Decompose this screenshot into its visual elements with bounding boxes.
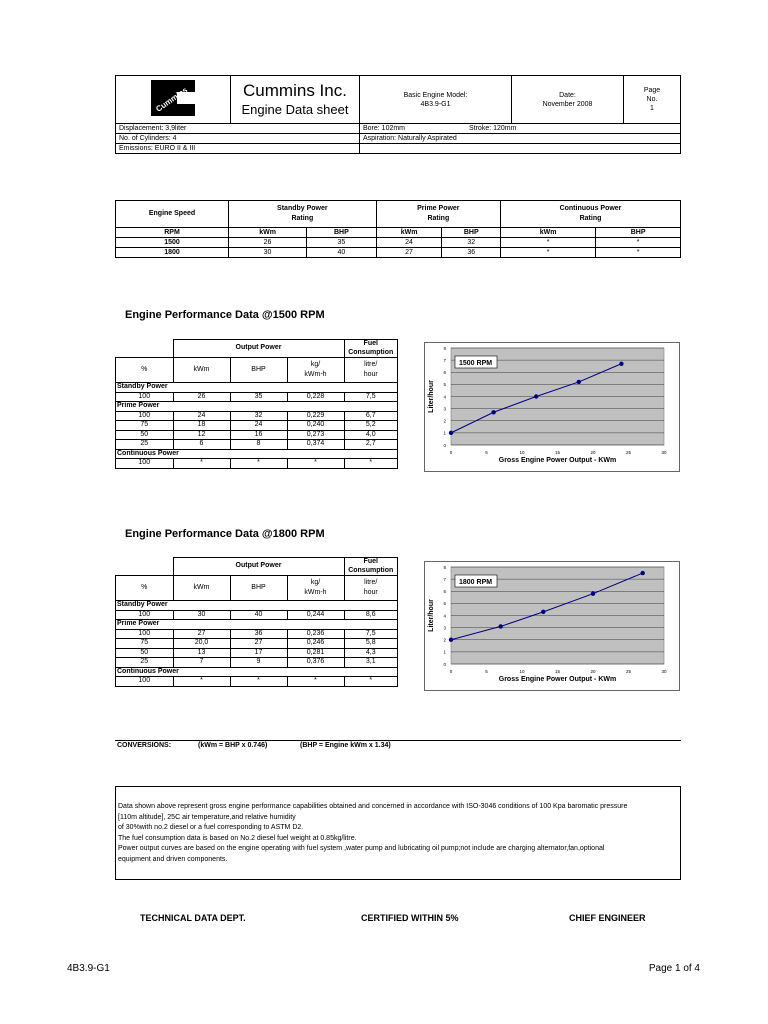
x-tick-label: 25: [625, 450, 632, 455]
table-row: [116, 459, 398, 469]
x-tick-label: 15: [554, 450, 561, 455]
table-row: [116, 610, 398, 620]
standby-bhp-cell: 40: [307, 248, 377, 258]
aspiration: Aspiration: Naturally Aspirated: [360, 134, 681, 144]
date-label: Date:: [559, 91, 576, 99]
bhp-cell: 16: [230, 430, 287, 440]
prime-header-label: Prime Power: [417, 205, 460, 212]
pct-cell: 100: [116, 677, 174, 687]
litre-cell: 6,7: [344, 411, 398, 421]
kg-cell: 0,244: [287, 610, 344, 620]
blank-cell: [116, 558, 174, 576]
standby-kwm-cell: 30: [229, 248, 307, 258]
x-tick-label: 5: [485, 669, 488, 674]
kg-cell: 0,273: [287, 430, 344, 440]
pct-cell: 25: [116, 440, 174, 450]
rpm-cell: 1500: [116, 238, 229, 248]
x-axis-label: Gross Engine Power Output - KWm: [498, 457, 617, 464]
kg-cell: *: [287, 459, 344, 469]
continuous-kwm-cell: *: [501, 238, 596, 248]
table-row: [116, 648, 398, 658]
note-line: Power output curves are based on the engine operating with fuel system ,water pump and lubricating oil pump;not include are charging alternator,fan,optional: [118, 845, 605, 852]
table-row: [116, 677, 398, 687]
y-tick-label: 5: [443, 601, 446, 607]
kwm-cell: 18: [173, 421, 230, 431]
litre-cell: 4,3: [344, 648, 398, 658]
pct-cell: 100: [116, 392, 174, 402]
litre-header: [344, 576, 398, 601]
cylinders: No. of Cylinders: 4: [116, 134, 360, 144]
kwm-cell: 6: [173, 440, 230, 450]
pct-cell: 50: [116, 430, 174, 440]
litre-cell: 2,7: [344, 440, 398, 450]
date-cell: [512, 76, 624, 124]
engine-speed-header: Engine Speed: [116, 201, 229, 228]
litre-cell: *: [344, 677, 398, 687]
footer-model: 4B3.9-G1: [67, 963, 110, 974]
page-value: 1: [650, 105, 654, 112]
output-power-header: Output Power: [173, 340, 344, 358]
company-cell: [231, 76, 360, 124]
kg-cell: 0,374: [287, 440, 344, 450]
x-tick-label: 10: [519, 450, 525, 455]
section-title-1500: Engine Performance Data @1500 RPM: [125, 309, 325, 321]
empty-cell: [360, 144, 681, 154]
continuous-bhp-cell: *: [596, 248, 681, 258]
header-table: [115, 75, 681, 154]
table-row: [116, 238, 681, 248]
continuous-bhp-cell: *: [596, 238, 681, 248]
litre-cell: 5,8: [344, 639, 398, 649]
continuous-rating-word: Rating: [579, 215, 602, 222]
litre-header-line2: hour: [363, 371, 378, 378]
kg-cell: 0,376: [287, 658, 344, 668]
bhp-cell: 32: [230, 411, 287, 421]
y-tick-label: 1: [443, 649, 446, 655]
continuous-kwm-cell: *: [501, 248, 596, 258]
fuel-consumption-header: Fuel Consumption: [344, 558, 398, 576]
litre-cell: 3,1: [344, 658, 398, 668]
litre-cell: 7,5: [344, 392, 398, 402]
x-tick-label: 20: [590, 450, 596, 455]
bhp-cell: 35: [230, 392, 287, 402]
bhp-cell: *: [230, 677, 287, 687]
kwm-cell: 30: [173, 610, 230, 620]
page-label: Page: [643, 87, 661, 94]
continuous-header: [501, 201, 681, 228]
bhp-cell: 24: [230, 421, 287, 431]
litre-cell: *: [344, 459, 398, 469]
rpm-subheader: RPM: [116, 228, 229, 238]
standby-bhp-cell: 35: [307, 238, 377, 248]
logo-cell: [116, 76, 231, 124]
x-tick-label: 20: [590, 669, 596, 674]
y-tick-label: 6: [443, 589, 446, 595]
chart-1800: [424, 561, 680, 691]
standby-section-label: Standby Power: [116, 601, 398, 611]
table-row: [116, 430, 398, 440]
kwm-cell: *: [173, 677, 230, 687]
chart-1500: [424, 342, 680, 472]
table-row: [116, 639, 398, 649]
conversion-b: (BHP = Engine kWm x 1.34): [300, 742, 391, 749]
kwm-cell: 24: [173, 411, 230, 421]
data-point: [449, 638, 453, 642]
pct-cell: 100: [116, 459, 174, 469]
section-title-1800: Engine Performance Data @1800 RPM: [125, 528, 325, 540]
kwm-cell: *: [173, 459, 230, 469]
standby-section-label: Standby Power: [116, 383, 398, 393]
standby-bhp-subheader: BHP: [307, 228, 377, 238]
bhp-cell: 40: [230, 610, 287, 620]
divider: [115, 740, 681, 741]
kwm-cell: 20,0: [173, 639, 230, 649]
table-row: [116, 629, 398, 639]
litre-header-line1: litre/: [364, 361, 378, 368]
y-tick-label: 2: [443, 418, 446, 424]
data-point: [449, 431, 453, 435]
page-cell: [624, 76, 681, 124]
litre-cell: 7,5: [344, 629, 398, 639]
kg-header: [287, 358, 344, 383]
continuous-kwm-subheader: kWm: [501, 228, 596, 238]
bhp-cell: 36: [230, 629, 287, 639]
kg-cell: 0,229: [287, 411, 344, 421]
data-point: [641, 571, 645, 575]
bhp-header: BHP: [230, 358, 287, 383]
data-point: [541, 610, 545, 614]
kg-header-line1: kg/: [310, 579, 321, 586]
note-line: The fuel consumption data is based on No.2 diesel fuel weight at 0.85kg/litre.: [118, 834, 357, 842]
output-power-header: Output Power: [173, 558, 344, 576]
model-value: 4B3.9-G1: [420, 100, 451, 108]
prime-kwm-subheader: kWm: [376, 228, 442, 238]
y-tick-label: 7: [443, 357, 446, 363]
kwm-cell: 27: [173, 629, 230, 639]
bhp-cell: 27: [230, 639, 287, 649]
litre-header-line1: litre/: [364, 579, 378, 586]
sig-technical: TECHNICAL DATA DEPT.: [140, 913, 246, 923]
bore: Bore: 102mm: [363, 125, 406, 132]
table-row: [116, 248, 681, 258]
kwm-cell: 7: [173, 658, 230, 668]
y-axis-label: Liter/hour: [428, 599, 435, 632]
continuous-section-label: Continuous Power: [116, 667, 398, 677]
footer-page: Page 1 of 4: [648, 963, 700, 974]
y-tick-label: 5: [443, 382, 446, 388]
y-tick-label: 8: [443, 345, 446, 351]
pct-cell: 25: [116, 658, 174, 668]
y-tick-label: 6: [443, 370, 446, 376]
pct-header: %: [116, 358, 174, 383]
cummins-logo: [143, 76, 203, 120]
kg-cell: 0,281: [287, 648, 344, 658]
kg-header-line2: kWm-h: [304, 589, 327, 596]
displacement: Displacement: 3,9liter: [116, 124, 360, 134]
rpm-cell: 1800: [116, 248, 229, 258]
note-line: [110m altitude], 25C air temperature,and relative humidity: [118, 813, 296, 821]
date-value: November 2008: [542, 100, 593, 108]
prime-bhp-subheader: BHP: [442, 228, 501, 238]
standby-rating-word: Rating: [291, 215, 314, 222]
legend-label: 1800 RPM: [459, 579, 493, 586]
page-no-label: No.: [646, 96, 658, 103]
continuous-section-label: Continuous Power: [116, 449, 398, 459]
y-tick-label: 2: [443, 637, 446, 643]
x-tick-label: 5: [485, 450, 488, 455]
table-row: [116, 658, 398, 668]
pct-cell: 100: [116, 610, 174, 620]
table-row: [116, 421, 398, 431]
prime-header: [376, 201, 500, 228]
rating-table: [115, 200, 681, 258]
x-tick-label: 25: [625, 669, 632, 674]
sig-chief: CHIEF ENGINEER: [569, 913, 646, 923]
bhp-cell: 17: [230, 648, 287, 658]
x-tick-label: 30: [661, 669, 667, 674]
note-line: Data shown above represent gross engine performance capabilities obtained and concerned in accordance with ISO-3046 conditions of 100 Kpa baromatic pressure: [118, 803, 628, 810]
note-line: equipment and driven components.: [118, 855, 228, 863]
kg-cell: *: [287, 677, 344, 687]
legend-label: 1500 RPM: [459, 360, 493, 367]
stroke: Stroke: 120mm: [468, 125, 517, 132]
standby-kwm-subheader: kWm: [229, 228, 307, 238]
blank-cell: [116, 340, 174, 358]
model-cell: [360, 76, 512, 124]
y-tick-label: 0: [443, 661, 446, 667]
sig-certified: CERTIFIED WITHIN 5%: [361, 913, 459, 923]
prime-bhp-cell: 32: [442, 238, 501, 248]
kwm-header: kWm: [173, 576, 230, 601]
prime-rating-word: Rating: [427, 215, 450, 222]
pct-cell: 100: [116, 411, 174, 421]
x-axis-label: Gross Engine Power Output - KWm: [498, 676, 617, 683]
x-tick-label: 0: [449, 450, 453, 455]
doc-title: Engine Data sheet: [241, 101, 349, 117]
note-line: of 30%with no.2 diesel or a fuel corresponding to ASTM D2.: [118, 824, 304, 831]
perf-table-1500: [115, 339, 398, 469]
y-tick-label: 0: [443, 442, 446, 448]
litre-cell: 4,0: [344, 430, 398, 440]
y-tick-label: 3: [443, 625, 446, 631]
litre-header-line2: hour: [363, 589, 378, 596]
kwm-cell: 26: [173, 392, 230, 402]
conversions-label: CONVERSIONS:: [117, 742, 172, 749]
data-point: [577, 380, 581, 384]
emissions: Emissions: EURO II & III: [116, 144, 360, 154]
standby-kwm-cell: 26: [229, 238, 307, 248]
x-tick-label: 15: [554, 669, 561, 674]
y-tick-label: 8: [443, 564, 446, 570]
bore-stroke-cell: [360, 124, 681, 134]
standby-header: [229, 201, 377, 228]
bhp-cell: 8: [230, 440, 287, 450]
prime-kwm-cell: 24: [376, 238, 442, 248]
conversion-a: (kWm = BHP x 0.746): [198, 742, 268, 749]
table-row: [116, 411, 398, 421]
fuel-consumption-header: Fuel Consumption: [344, 340, 398, 358]
data-point: [534, 394, 538, 398]
data-point: [499, 624, 503, 628]
model-label: Basic Engine Model:: [403, 91, 468, 99]
table-row: [116, 440, 398, 450]
y-tick-label: 3: [443, 406, 446, 412]
kg-header-line2: kWm-h: [304, 371, 327, 378]
data-point: [491, 410, 495, 414]
data-point: [591, 591, 595, 595]
kg-header-line1: kg/: [310, 361, 321, 368]
pct-header: %: [116, 576, 174, 601]
standby-header-label: Standby Power: [277, 205, 328, 212]
x-tick-label: 30: [661, 450, 667, 455]
y-tick-label: 7: [443, 576, 446, 582]
pct-cell: 75: [116, 639, 174, 649]
kg-cell: 0,236: [287, 629, 344, 639]
x-tick-label: 10: [519, 669, 525, 674]
company-name: Cummins Inc.: [243, 80, 347, 100]
notes-box: [115, 786, 681, 880]
y-axis-label: Liter/hour: [428, 380, 435, 413]
kg-cell: 0,228: [287, 392, 344, 402]
logo-text: Cummins: [154, 85, 190, 114]
kg-cell: 0,246: [287, 639, 344, 649]
kwm-cell: 12: [173, 430, 230, 440]
prime-kwm-cell: 27: [376, 248, 442, 258]
kg-cell: 0,240: [287, 421, 344, 431]
kwm-cell: 13: [173, 648, 230, 658]
bhp-cell: 9: [230, 658, 287, 668]
continuous-header-label: Continuous Power: [559, 205, 622, 212]
pct-cell: 50: [116, 648, 174, 658]
y-tick-label: 4: [443, 613, 446, 619]
pct-cell: 100: [116, 629, 174, 639]
data-point: [619, 362, 623, 366]
table-row: [116, 392, 398, 402]
litre-header: [344, 358, 398, 383]
prime-section-label: Prime Power: [116, 620, 398, 630]
x-tick-label: 0: [449, 669, 453, 674]
y-tick-label: 1: [443, 430, 446, 436]
bhp-cell: *: [230, 459, 287, 469]
bhp-header: BHP: [230, 576, 287, 601]
y-tick-label: 4: [443, 394, 446, 400]
pct-cell: 75: [116, 421, 174, 431]
prime-bhp-cell: 36: [442, 248, 501, 258]
litre-cell: 5,2: [344, 421, 398, 431]
kg-header: [287, 576, 344, 601]
litre-cell: 8,6: [344, 610, 398, 620]
perf-table-1800: [115, 557, 398, 687]
continuous-bhp-subheader: BHP: [596, 228, 681, 238]
kwm-header: kWm: [173, 358, 230, 383]
prime-section-label: Prime Power: [116, 402, 398, 412]
